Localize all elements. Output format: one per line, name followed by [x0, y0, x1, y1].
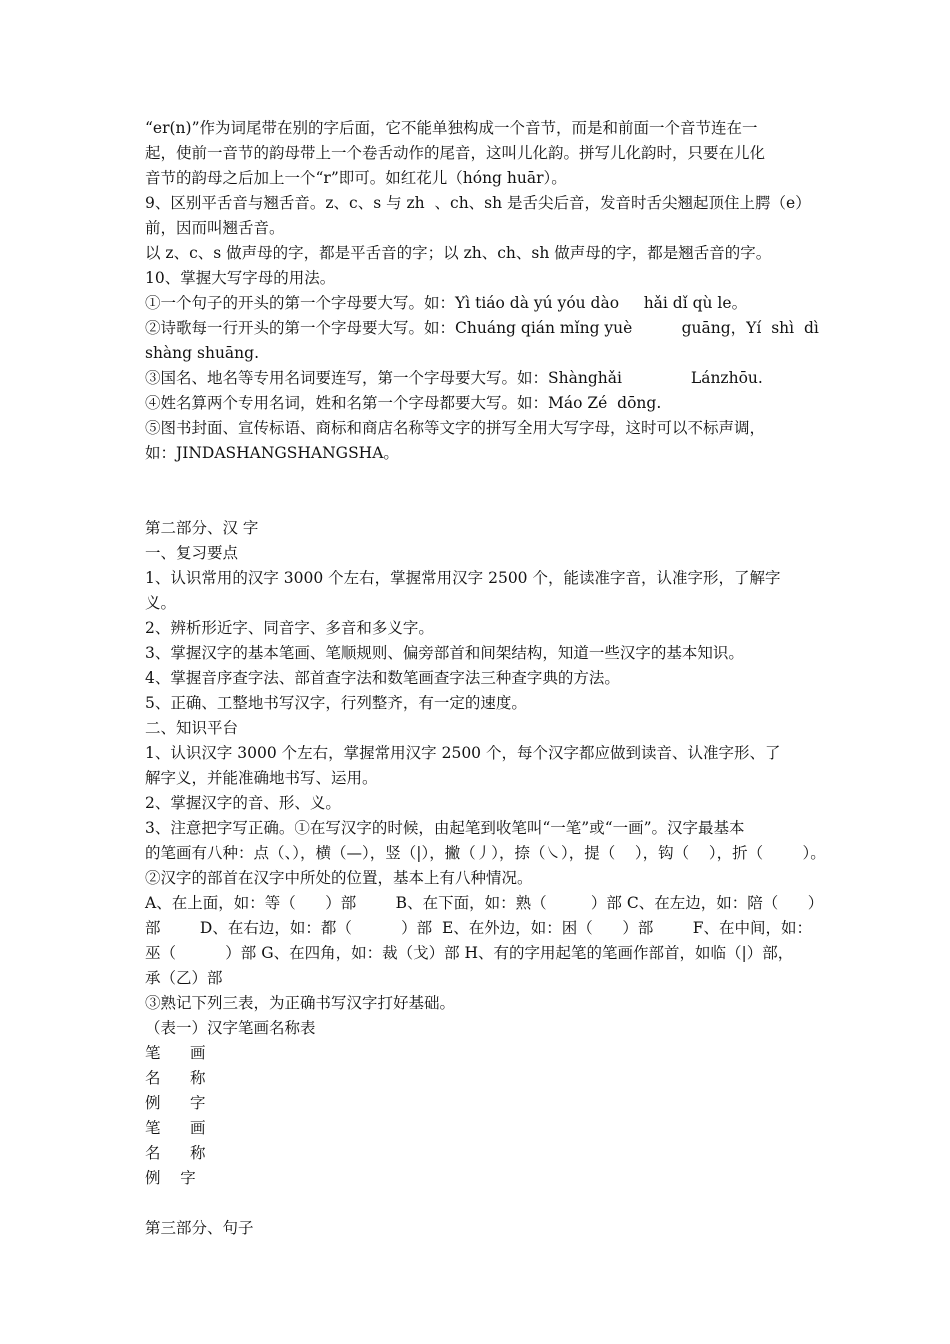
text-line: 2、辨析形近字、同音字、多音和多义字。 — [145, 619, 434, 637]
text-line: ④姓名算两个专用名词，姓和名第一个字母都要大写。如：Máo Zé dōng. — [145, 394, 662, 412]
text-line: 5、正确、工整地书写汉字，行列整齐，有一定的速度。 — [145, 694, 527, 712]
text-line: ②诗歌每一行开头的第一个字母要大写。如：Chuáng qián mǐng yuè guāng，Yí shì dì — [145, 319, 819, 337]
table-row: 例 字 — [145, 1094, 206, 1112]
text-line: ③国名、地名等专用名词要连写，第一个字母要大写。如：Shànghǎi Lánzhōu. — [145, 369, 763, 387]
sentence-section — [145, 1216, 810, 1241]
subsection-heading: 二、知识平台 — [145, 719, 239, 737]
text-line: 音节的韵母之后加上一个“r”即可。如红花儿（hóng huār）。 — [145, 169, 567, 187]
text-line: 义。 — [145, 594, 177, 612]
table-row: 例 字 — [145, 1169, 196, 1187]
hanzi-section — [145, 516, 826, 1191]
table-row: 笔 画 — [145, 1119, 206, 1137]
blank-line — [145, 491, 810, 516]
text-line: 如：JINDASHANGSHANGSHA。 — [145, 444, 399, 462]
text-line: ③熟记下列三表，为正确书写汉字打好基础。 — [145, 994, 456, 1012]
subsection-heading: 一、复习要点 — [145, 544, 239, 562]
text-line: A、在上面，如：等（ ）部 B、在下面，如：熟（ ）部 C、在左边，如：陪（ ） — [145, 894, 824, 912]
text-line: shàng shuāng. — [145, 344, 260, 362]
document-body — [145, 116, 826, 1241]
text-line: 1、认识常用的汉字 3000 个左右，掌握常用汉字 2500 个，能读准字音，认准字形，了解字 — [145, 569, 781, 587]
text-line: 3、掌握汉字的基本笔画、笔顺规则、偏旁部首和间架结构，知道一些汉字的基本知识。 — [145, 644, 744, 662]
text-line: 2、掌握汉字的音、形、义。 — [145, 794, 341, 812]
stroke-name-table — [145, 1041, 810, 1191]
text-line: 部 D、在右边，如：都（ ）部 E、在外边，如：困（ ）部 F、在中间，如： — [145, 919, 813, 937]
text-line: 前，因而叫翘舌音。 — [145, 219, 285, 237]
text-line: ②汉字的部首在汉字中所处的位置，基本上有八种情况。 — [145, 869, 533, 887]
blank-line — [145, 1191, 810, 1216]
blank-line — [145, 466, 810, 491]
pinyin-section — [145, 116, 819, 466]
section-title: 第三部分、句子 — [145, 1219, 254, 1237]
table-row: 名 称 — [145, 1144, 206, 1162]
text-line: “er(n)”作为词尾带在别的字后面，它不能单独构成一个音节，而是和前面一个音节连在一 — [145, 119, 758, 137]
text-line: 承（乙）部 — [145, 969, 223, 987]
text-line: 9、区别平舌音与翘舌音。z、c、s 与 zh 、ch、sh 是舌尖后音，发音时舌尖翘起顶住上腭（e） — [145, 194, 811, 212]
text-line: 1、认识汉字 3000 个左右，掌握常用汉字 2500 个，每个汉字都应做到读音、认准字形、了 — [145, 744, 781, 762]
table-caption: （表一）汉字笔画名称表 — [145, 1019, 316, 1037]
text-line: 10、掌握大写字母的用法。 — [145, 269, 336, 287]
text-line: 起，使前一音节的韵母带上一个卷舌动作的尾音，这叫儿化韵。拼写儿化韵时，只要在儿化 — [145, 144, 766, 162]
text-line: 解字义，并能准确地书写、运用。 — [145, 769, 378, 787]
text-line: 巫（ ）部 G、在四角，如：裁（戈）部 H、有的字用起笔的笔画作部首，如临（|）部， — [145, 944, 794, 962]
text-line: 4、掌握音序查字法、部首查字法和数笔画查字法三种查字典的方法。 — [145, 669, 620, 687]
table-row: 名 称 — [145, 1069, 206, 1087]
text-line: ⑤图书封面、宣传标语、商标和商店名称等文字的拼写全用大写字母，这时可以不标声调， — [145, 419, 766, 437]
section-title: 第二部分、汉 字 — [145, 519, 259, 537]
text-line: 的笔画有八种：点（、），横（—），竖（|），撇（丿），捺（㇏），提（ ），钩（ ），折（ ）。 — [145, 844, 826, 862]
table-row: 笔 画 — [145, 1044, 206, 1062]
text-line: 以 z、c、s 做声母的字，都是平舌音的字；以 zh、ch、sh 做声母的字，都是翘舌音的字。 — [145, 244, 772, 262]
text-line: ①一个句子的开头的第一个字母要大写。如：Yì tiáo dà yú yóu dào hǎi dǐ qù le。 — [145, 294, 748, 312]
text-line: 3、注意把字写正确。①在写汉字的时候，由起笔到收笔叫“一笔”或“一画”。汉字最基本 — [145, 819, 745, 837]
